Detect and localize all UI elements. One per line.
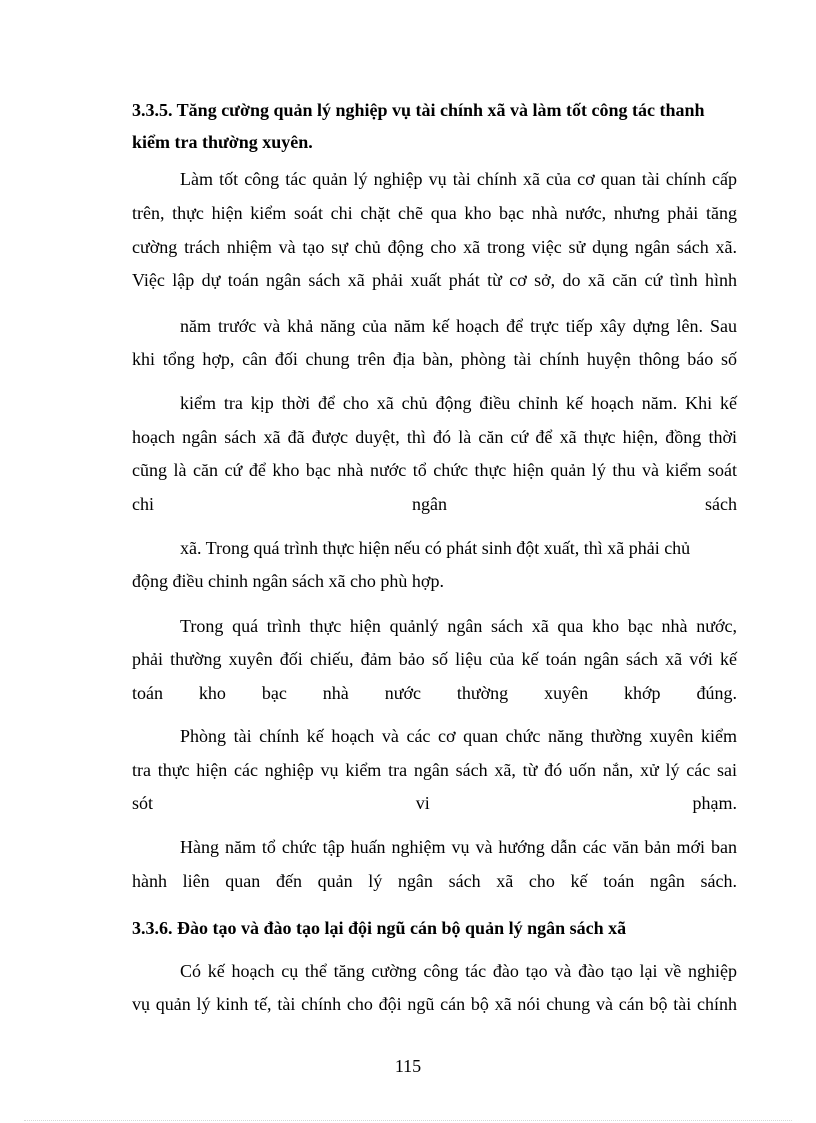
- paragraph-6-line-3: sót vi phạm.: [132, 793, 737, 813]
- paragraph-5-line-3: toán kho bạc nhà nước thường xuyên khớp đúng.: [132, 683, 737, 703]
- paragraph-6-line-1: Phòng tài chính kế hoạch và các cơ quan chức năng thường xuyên kiểm: [180, 726, 737, 746]
- paragraph-7-line-2: hành liên quan đến quản lý ngân sách xã cho kế toán ngân sách.: [132, 871, 737, 891]
- section-heading-3-3-5-line-2: kiểm tra thường xuyên.: [132, 132, 313, 152]
- paragraph-2-line-1: năm trước và khả năng của năm kế hoạch để trực tiếp xây dựng lên. Sau: [180, 316, 737, 336]
- section-3-3-6-paragraph-line-1: Có kế hoạch cụ thể tăng cường công tác đào tạo và đào tạo lại về nghiệp: [180, 961, 737, 981]
- paragraph-4-line-2: động điều chinh ngân sách xã cho phù hợp.: [132, 571, 444, 591]
- paragraph-1-line-1: Làm tốt công tác quản lý nghiệp vụ tài chính xã của cơ quan tài chính cấp: [180, 169, 737, 189]
- paragraph-1-line-2: trên, thực hiện kiểm soát chi chặt chẽ qua kho bạc nhà nước, nhưng phải tăng: [132, 203, 737, 223]
- paragraph-2-line-2: khi tổng hợp, cân đối chung trên địa bàn, phòng tài chính huyện thông báo số: [132, 349, 737, 369]
- section-3-3-6-paragraph-line-2: vụ quản lý kinh tế, tài chính cho đội ngũ cán bộ xã nói chung và cán bộ tài chính: [132, 994, 737, 1014]
- paragraph-3-line-4: chi ngân sách: [132, 494, 737, 514]
- paragraph-3-line-3: cũng là căn cứ để kho bạc nhà nước tổ chức thực hiện quản lý thu và kiểm soát: [132, 460, 737, 480]
- section-heading-3-3-6: 3.3.6. Đào tạo và đào tạo lại đội ngũ cán bộ quản lý ngân sách xã: [132, 918, 627, 938]
- paragraph-3-line-2: hoạch ngân sách xã đã được duyệt, thì đó là căn cứ để xã thực hiện, đồng thời: [132, 427, 737, 447]
- section-heading-3-3-5-line-1: 3.3.5. Tăng cường quản lý nghiệp vụ tài chính xã và làm tốt công tác thanh: [132, 100, 705, 120]
- paragraph-5-line-1: Trong quá trình thực hiện quảnlý ngân sách xã qua kho bạc nhà nước,: [180, 616, 737, 636]
- paragraph-4-line-1: xã. Trong quá trình thực hiện nếu có phát sinh đột xuất, thì xã phải chủ: [180, 538, 691, 558]
- paragraph-1-line-4: Việc lập dự toán ngân sách xã phải xuất phát từ cơ sở, do xã căn cứ tình hình: [132, 270, 737, 290]
- paragraph-3-line-1: kiểm tra kịp thời để cho xã chủ động điều chỉnh kế hoạch năm. Khi kế: [180, 393, 737, 413]
- paragraph-6-line-2: tra thực hiện các nghiệp vụ kiểm tra ngân sách xã, từ đó uốn nắn, xử lý các sai: [132, 760, 737, 780]
- paragraph-1-line-3: cường trách nhiệm và tạo sự chủ động cho xã trong việc sử dụng ngân sách xã.: [132, 237, 737, 257]
- footer-divider: [24, 1120, 792, 1121]
- paragraph-7-line-1: Hàng năm tổ chức tập huấn nghiệm vụ và hướng dẫn các văn bản mới ban: [180, 837, 737, 857]
- paragraph-5-line-2: phải thường xuyên đối chiếu, đảm bảo số liệu của kế toán ngân sách xã với kế: [132, 649, 737, 669]
- page-number: 115: [394, 1056, 422, 1076]
